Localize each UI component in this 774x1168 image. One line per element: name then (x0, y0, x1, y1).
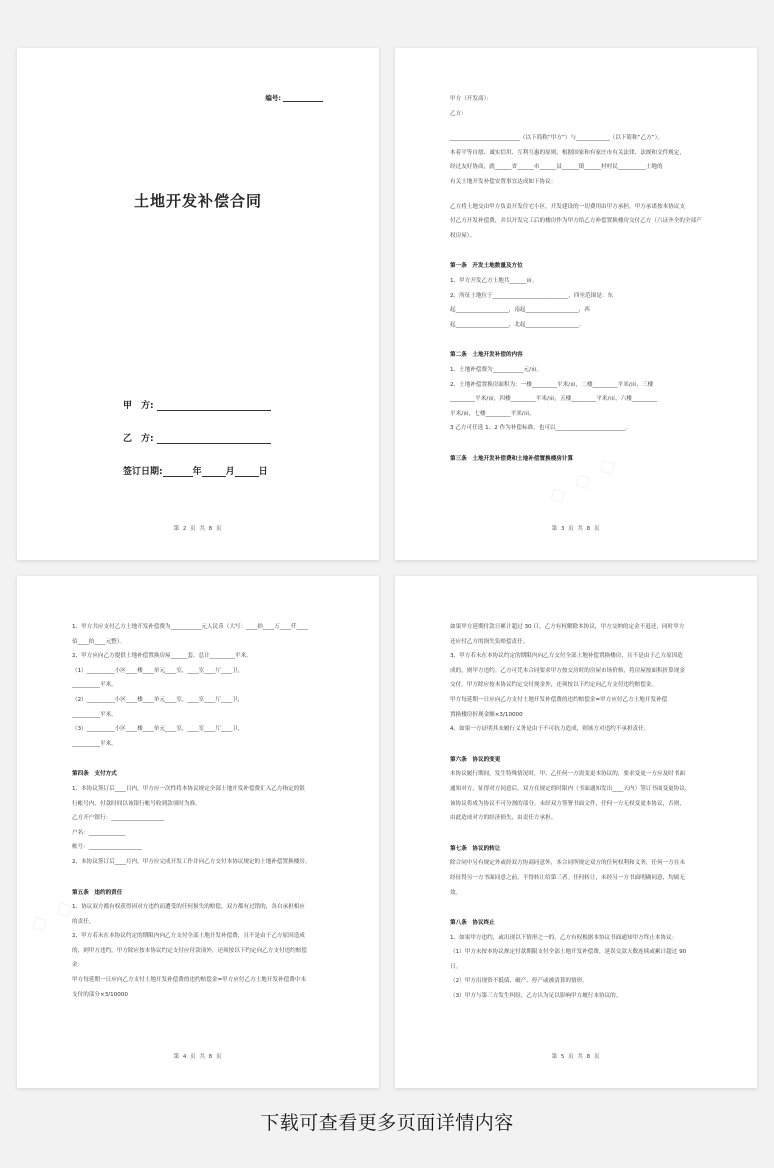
year-blank (163, 466, 193, 477)
body-line: 本着平等自愿、诚实信用、互利互惠的原则，根据国家和有家庄市有关法律、法规和文件规定， (450, 149, 685, 156)
body-line: （1）甲方未按本协议规定付款期限支付全部土地开发补偿费，延误交款天数连续或累计超过 90 (450, 949, 687, 956)
body-line: _________________________（以下简称“甲方”）与____________（以下简称“乙方”）。 (450, 135, 663, 142)
page-body (450, 92, 709, 466)
body-line: __________平米。 (72, 711, 117, 718)
contract-title: 土地开发补偿合同 (133, 192, 262, 210)
body-line: 效。 (450, 889, 462, 896)
page-body (450, 620, 709, 1004)
body-line: 支付的部分×3/10000 (72, 991, 128, 998)
day-blank (235, 466, 259, 477)
body-line: 日。 (450, 963, 462, 970)
body-line: _________平米/亩，四楼_________平米/亩，五楼_________平米/亩，六楼_________ (450, 396, 658, 403)
section-heading: 第三条 土地开发补偿费和土地补偿置换楼房计算 (450, 455, 574, 462)
page-number: 第 2 页 共 8 页 (173, 526, 223, 532)
body-line: 1、如果甲方违约，或出现以下情形之一的，乙方有权根据本协议书面通知甲方终止本协议： (450, 934, 678, 941)
body-line: 的，则甲方违约。甲方除应按本协议约定支付应付款项外，还须按以下约定向乙方支付违约赔偿 (72, 947, 307, 954)
body-line: （3）__________小区____楼____单元____室，____室____厅____卫， (72, 726, 244, 733)
body-line: 乙方开户银行：___________________ (72, 815, 165, 822)
body-line: 起___________________，南起___________________，西 (450, 307, 590, 314)
page-4 (395, 576, 757, 1088)
body-line: 帐号：___________________ (72, 844, 142, 851)
body-line: 甲方每延期一日应向乙方支付土地开发补偿费的违约赔偿金=甲方应付乙方土地开发补偿费中未 (72, 977, 307, 984)
body-line: 3、甲方若未在本协议约定的期限内向乙方交付全部土地补偿置换楼房，且不是由于乙方原因造 (450, 653, 683, 660)
party-a-field (123, 398, 271, 411)
body-line: （3）甲方与第三方发生纠纷，乙方认为足以影响甲方履行本协议的。 (450, 993, 622, 1000)
party-b-blank (157, 433, 271, 444)
body-line: 除合同中另有规定外或经双方协商同意外，本合同所规定双方的任何权利和义务，任何一方在未 (450, 860, 685, 867)
month-blank (202, 466, 226, 477)
section-heading: 第八条 协议终止 (450, 920, 495, 927)
body-line: 行帐号内，付款时间以该银行帐号收到款项时为准。 (72, 800, 201, 807)
day-label: 日 (258, 467, 268, 477)
year-label: 年 (192, 467, 202, 477)
body-line: 1、甲方开发乙方土地共______亩。 (450, 277, 538, 284)
paragraph-gap (450, 121, 709, 131)
body-line: （1）__________小区____楼____单元____室，____室____厅____卫， (72, 667, 244, 674)
contract-number-blank (283, 94, 323, 102)
body-line: 由此造成对方的经济损失，由责任方承担。 (450, 815, 557, 822)
body-line: 甲方（开发商）： (450, 96, 492, 102)
body-line: （2）__________小区____楼____单元____室，____室____厅____卫， (72, 696, 244, 703)
body-line: 还应付乙方的损失负赔偿责任。 (450, 638, 529, 645)
party-a-blank (157, 400, 271, 411)
body-line: 2、甲方应向乙方提供土地补偿置换房屋______套，总计_________平米。 (72, 653, 252, 660)
contract-number-label: 编号: (265, 94, 281, 102)
body-line: 如果甲方延期付款日累计超过 30 日，乙方有权解除本协议，甲方交纳的定金不退还，同时甲方 (450, 624, 685, 630)
body-line: 该协议将成为协议不可分割的部分。未经双方签署书面文件，任何一方无权变更本协议，否则， (450, 800, 685, 807)
body-line: __________平米。 (72, 682, 117, 689)
page-3 (17, 576, 379, 1088)
body-line: （2）甲方出现资不抵债、破产、停产或被清算的情形。 (450, 978, 588, 985)
sign-date-label: 签订日期: (123, 467, 163, 477)
body-line: 1、土地补偿费为___________元/亩。 (450, 366, 543, 373)
body-line: 权房屋）。 (450, 232, 476, 239)
page-number: 第 4 页 共 8 页 (173, 1054, 223, 1060)
body-line: 起___________________，北起___________________。 (450, 321, 585, 328)
body-line: 经征得另一方书面同意之前，不得转让给第三者。任何转让，未经另一方书面明确同意，均属无 (450, 874, 685, 881)
paragraph-gap (450, 737, 709, 747)
body-line: 乙方： (450, 110, 467, 117)
paragraph-gap (72, 751, 331, 761)
body-line: 经过友好协商，就______省______市______县______镇______村村民__________土地的 (450, 164, 663, 171)
page-2 (395, 48, 757, 560)
paragraph-gap (450, 243, 709, 253)
body-line: 有关土地开发补偿安置事宜达成如下协议： (450, 178, 557, 185)
body-line: 1、协议双方都有权获得因对方违约而遭受的任何损失的赔偿，双方都有过错的，各自承担相应 (72, 904, 305, 911)
section-heading: 第一条 开发土地数量及方位 (450, 263, 523, 270)
paragraph-gap (72, 870, 331, 880)
body-line: 4、如果一方证明其未履行义务是由于不可抗力造成，则该方对违约不承担责任。 (450, 726, 650, 733)
paragraph-gap (450, 900, 709, 910)
body-line: 2、所征土地位于___________________________，四至范围是：东 (450, 292, 613, 299)
body-line: 2、土地补偿置换房面积为：一楼_________平米/亩，二楼_________平米/亩，三楼 (450, 381, 654, 388)
body-line: 1、甲方共应支付乙方土地开发补偿费为___________元人民币（大写：____拾____万____仟____ (72, 624, 308, 630)
contract-number-field (265, 93, 323, 102)
paragraph-gap (450, 190, 709, 200)
body-line: 佰____拾____元整）。 (72, 638, 126, 645)
body-line: 户名：_____________ (72, 829, 126, 836)
footer-caption: 下载可查看更多页面详情内容 (260, 1112, 514, 1134)
section-heading: 第四条 支付方式 (72, 771, 117, 778)
body-line: 成的，则甲方违约。乙方可凭本合同要求甲方按交房时的房屋市场价格，将房屋按面积折算现金 (450, 667, 685, 674)
body-line: 乙方将土地交由甲方负责开发住宅小区，开发建设的一切费用由甲方承担。甲方承诺按本协议支 (450, 203, 685, 210)
body-line: 2、甲方若未在本协议约定的期限内向乙方支付全部土地开发补偿费，且不是由于乙方原因造成 (72, 933, 305, 940)
section-heading: 第五条 违约的责任 (72, 889, 123, 896)
party-a-label: 甲 方: (123, 401, 154, 411)
body-line: 甲方每延期一日应向乙方支付土地开发补偿费的违约赔偿金=甲方应付乙方土地开发补偿 (450, 696, 668, 703)
month-label: 月 (225, 467, 235, 477)
sign-date-field (123, 464, 268, 477)
page-number: 第 5 页 共 8 页 (551, 1054, 601, 1060)
body-line: 2、本协议签订后____月内，甲方应完成开发工作并向乙方交付本协议规定的土地补偿置换楼房。 (72, 858, 311, 865)
body-line: 通知对方，征得对方同意后，双方在规定的时限内（书面通知发出____天内）签订书面变更协议， (450, 785, 691, 792)
section-heading: 第六条 协议的变更 (450, 756, 501, 763)
body-line: 1、本协议签订后____日内，甲方应一次性将本协议规定全部土地开发补偿费汇入乙方指定的银 (72, 785, 305, 792)
body-line: 付乙方开发补偿费，并以开发完工后的楼房作为甲方给乙方补偿置换楼房交付乙方（六证齐全的全部产 (450, 218, 702, 225)
body-line: 金： (72, 962, 84, 969)
paragraph-gap (450, 436, 709, 446)
page-number: 第 3 页 共 8 页 (551, 526, 601, 532)
page-body (72, 620, 331, 1002)
body-line: 本协议履行期间，发生特殊情况时，甲、乙任何一方需变更本协议的，要求变更一方应及时书面 (450, 771, 685, 778)
body-line: 交付。甲方除应按本协议约定交付现金外，还须按以下约定向乙方支付违约赔偿金。 (450, 682, 657, 689)
body-line: 置换楼房折现金额×3/10000 (450, 711, 523, 718)
party-b-field (123, 431, 271, 444)
paragraph-gap (450, 332, 709, 342)
body-line: 的责任。 (72, 918, 95, 925)
body-line: 平米/亩，七楼_________平米/亩。 (450, 410, 535, 417)
page-cover (17, 48, 379, 560)
body-line: __________平米。 (72, 740, 117, 747)
section-heading: 第七条 协议的转让 (450, 845, 501, 852)
body-line: 3 乙方可任选 1、2 作为补偿标准，也可以_________________________。 (450, 425, 632, 432)
paragraph-gap (450, 826, 709, 836)
section-heading: 第二条 土地开发补偿的内容 (450, 352, 523, 359)
party-b-label: 乙 方: (123, 434, 154, 444)
